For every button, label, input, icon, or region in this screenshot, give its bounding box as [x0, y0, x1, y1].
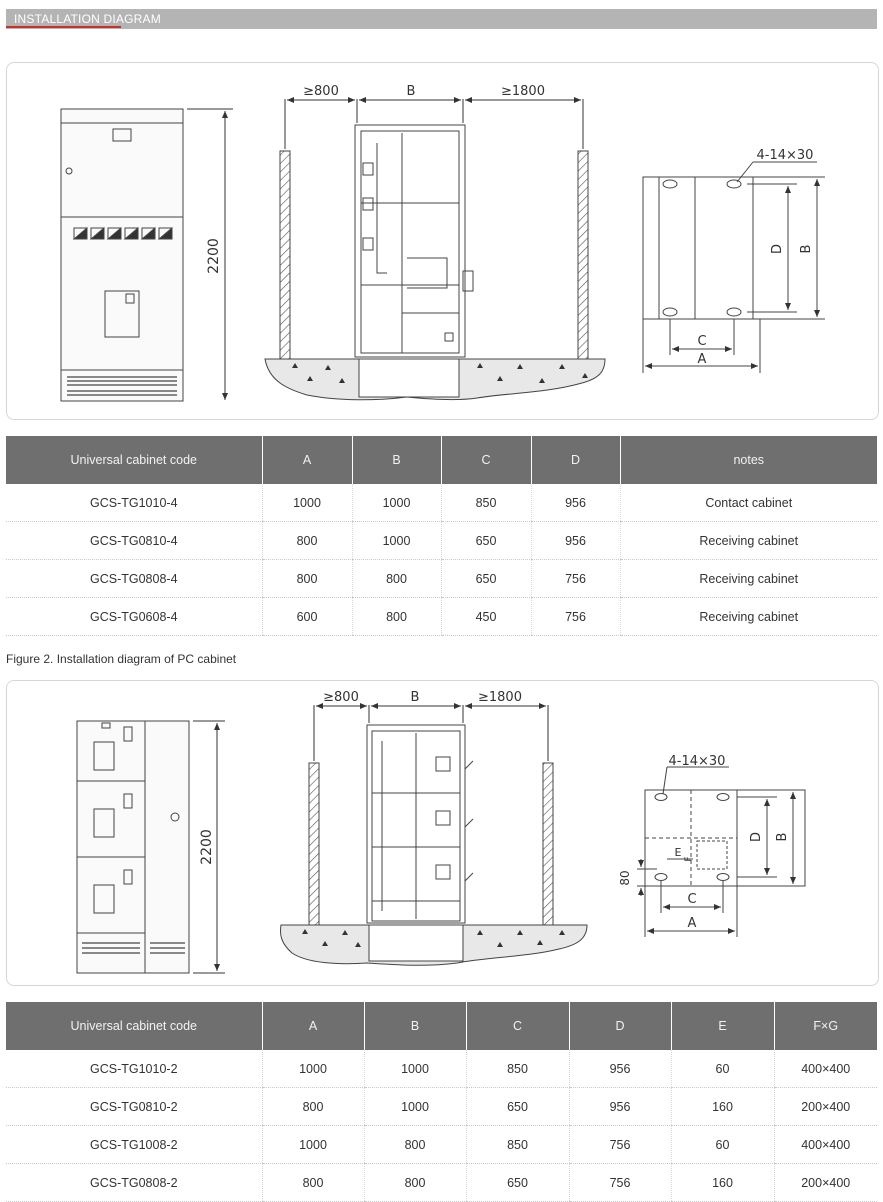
table-header-cell: C — [441, 436, 531, 484]
table-cell: 60 — [671, 1050, 774, 1088]
plan-view — [643, 162, 825, 373]
table-cell: 850 — [466, 1126, 569, 1164]
table-cell: 800 — [352, 598, 441, 636]
table-cell: 800 — [352, 560, 441, 598]
section-title: INSTALLATION DIAGRAM — [14, 12, 161, 26]
table-header-cell: E — [671, 1002, 774, 1050]
table-cell: 1000 — [364, 1050, 466, 1088]
table-cell: 650 — [466, 1088, 569, 1126]
height-label: 2200 — [206, 238, 222, 274]
table-row — [6, 560, 877, 598]
table-cell: Receiving cabinet — [620, 560, 877, 598]
dim-a-label: A — [697, 352, 707, 367]
section-header-bar — [6, 9, 877, 29]
installation-diagram-panel-1 — [6, 62, 879, 420]
table-cell: 756 — [569, 1126, 671, 1164]
width-label: B — [406, 84, 416, 99]
table-cell: 650 — [441, 560, 531, 598]
table-row — [6, 522, 877, 560]
table-cell: Receiving cabinet — [620, 522, 877, 560]
dim-c-label: C — [697, 334, 707, 349]
installation-diagram-2 — [7, 681, 878, 985]
figure-caption: Figure 2. Installation diagram of PC cabinet — [6, 652, 237, 666]
table-cell: GCS-TG0810-2 — [6, 1088, 262, 1126]
table-cell: 160 — [671, 1088, 774, 1126]
table-cell: 1000 — [352, 484, 441, 522]
table-cell: 650 — [466, 1164, 569, 1202]
table-cell: 1000 — [364, 1088, 466, 1126]
installation-diagram-panel-2 — [6, 680, 879, 986]
table-cell: 800 — [262, 560, 352, 598]
table-cell: GCS-TG0608-4 — [6, 598, 262, 636]
side-view — [265, 125, 605, 400]
table-cell: GCS-TG0808-4 — [6, 560, 262, 598]
table-cell: 800 — [262, 1088, 364, 1126]
front-view-cabinet — [61, 109, 183, 401]
table-cell: 956 — [531, 522, 620, 560]
table-cell: 756 — [531, 598, 620, 636]
table-row — [6, 484, 877, 522]
table-cell: 956 — [531, 484, 620, 522]
table-cell: 160 — [671, 1164, 774, 1202]
table-header-cell: B — [364, 1002, 466, 1050]
table-cell: GCS-TG1010-4 — [6, 484, 262, 522]
header-accent-line — [6, 26, 121, 28]
table-row — [6, 1126, 877, 1164]
dim-c-label-2: C — [687, 892, 697, 907]
table-row — [6, 598, 877, 636]
table-cell: 850 — [466, 1050, 569, 1088]
table-header-cell: A — [262, 436, 352, 484]
table-row — [6, 1164, 877, 1202]
table-cell: 800 — [364, 1126, 466, 1164]
table-header-row — [6, 1002, 877, 1050]
table-header-cell: Universal cabinet code — [6, 436, 262, 484]
table-cell: GCS-TG1008-2 — [6, 1126, 262, 1164]
table-cell: 1000 — [262, 1126, 364, 1164]
dim-f-label-2: F — [684, 856, 694, 862]
right-clearance-label: ≥1800 — [501, 84, 545, 99]
spec-table-1 — [6, 436, 877, 636]
table-cell: 60 — [671, 1126, 774, 1164]
table-cell: 400×400 — [774, 1050, 877, 1088]
table-cell: GCS-TG1010-2 — [6, 1050, 262, 1088]
left-clearance-label: ≥800 — [303, 84, 339, 99]
table-cell: GCS-TG0810-4 — [6, 522, 262, 560]
table-header-cell: A — [262, 1002, 364, 1050]
table-cell: 450 — [441, 598, 531, 636]
dim-d-label-2: D — [749, 831, 764, 843]
table-cell: 800 — [262, 1164, 364, 1202]
table-cell: 800 — [262, 522, 352, 560]
table-cell: 200×400 — [774, 1088, 877, 1126]
hole-spec-label-2: 4-14×30 — [668, 754, 726, 769]
plan-view-2 — [637, 767, 805, 937]
dim-e-label-2: E — [674, 846, 682, 859]
table-cell: 956 — [569, 1050, 671, 1088]
table-cell: 800 — [364, 1164, 466, 1202]
table-header-cell: F×G — [774, 1002, 877, 1050]
table-header-cell: notes — [620, 436, 877, 484]
table-cell: 756 — [569, 1164, 671, 1202]
table-cell: Contact cabinet — [620, 484, 877, 522]
table-header-cell: D — [531, 436, 620, 484]
dim-b-label: B — [799, 244, 814, 254]
installation-diagram-1 — [7, 63, 878, 419]
table-header-cell: C — [466, 1002, 569, 1050]
table-cell: 1000 — [262, 484, 352, 522]
table-cell: 400×400 — [774, 1126, 877, 1164]
dim-a-label-2: A — [687, 916, 697, 931]
table-cell: 200×400 — [774, 1164, 877, 1202]
dim-d-label: D — [770, 243, 785, 255]
table-header-cell: B — [352, 436, 441, 484]
table-cell: GCS-TG0808-2 — [6, 1164, 262, 1202]
table-cell: 650 — [441, 522, 531, 560]
hole-spec-label: 4-14×30 — [756, 148, 814, 163]
table-header-cell: D — [569, 1002, 671, 1050]
spec-table-2 — [6, 1002, 877, 1202]
table-header-row — [6, 436, 877, 484]
left-clearance-label-2: ≥800 — [323, 690, 359, 705]
width-label-2: B — [410, 690, 420, 705]
height-label-2: 2200 — [199, 829, 215, 865]
table-cell: 850 — [441, 484, 531, 522]
table-cell: Receiving cabinet — [620, 598, 877, 636]
dim-80-label-2: 80 — [618, 870, 632, 886]
table-header-cell: Universal cabinet code — [6, 1002, 262, 1050]
dim-b-label-2: B — [775, 832, 790, 842]
side-view-2 — [280, 725, 587, 965]
table-cell: 600 — [262, 598, 352, 636]
table-cell: 756 — [531, 560, 620, 598]
right-clearance-label-2: ≥1800 — [478, 690, 522, 705]
table-cell: 1000 — [262, 1050, 364, 1088]
table-row — [6, 1088, 877, 1126]
front-view-pc-cabinet — [77, 721, 189, 973]
table-row — [6, 1050, 877, 1088]
table-cell: 1000 — [352, 522, 441, 560]
table-cell: 956 — [569, 1088, 671, 1126]
